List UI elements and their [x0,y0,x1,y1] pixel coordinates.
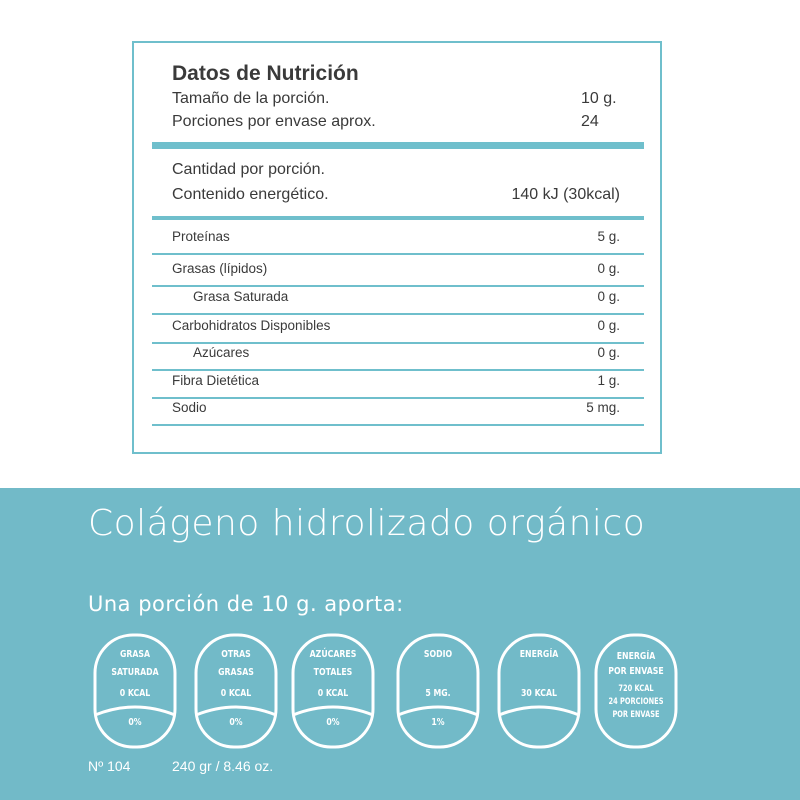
nutrient-value: 0 g. [597,318,620,333]
badge-percent: 1% [431,717,445,728]
badge-line5: POR ENVASE [612,710,660,720]
badge-percent: 0% [229,717,243,728]
nutrient-label: Grasas (lípidos) [172,261,268,276]
badge-value: 0 KCAL [220,688,252,699]
badge-value: 0 KCAL [119,688,151,699]
energy-label: Contenido energético. [172,186,329,203]
badge-line2: SATURADA [111,667,159,678]
nutrient-label: Carbohidratos Disponibles [172,318,331,333]
row-divider [152,369,644,371]
nutrient-label: Fibra Dietética [172,373,260,388]
nutrient-badge [594,633,678,749]
nutrient-value: 0 g. [597,345,620,360]
badge-line1: ENERGÍA [519,649,559,660]
badge-line3: 720 KCAL [618,684,654,694]
serving-value: 10 g. [581,90,617,107]
serving-label: Tamaño de la porción. [172,90,330,107]
badge-value: 30 KCAL [520,688,558,699]
badge-line1: OTRAS [221,649,251,660]
row-divider [152,342,644,344]
badge-value: 0 KCAL [317,688,349,699]
divider-medium [152,216,644,220]
nutrient-badge [93,633,177,749]
nutrient-badge [291,633,375,749]
badge-line1: AZÚCARES [309,649,357,660]
product-weight: 240 gr / 8.46 oz. [172,758,274,774]
badge-line4: 24 PORCIONES [608,697,664,707]
row-divider [152,424,644,426]
row-divider [152,313,644,315]
divider-thick [152,142,644,149]
badge-percent: 0% [128,717,142,728]
portions-label: Porciones por envase aprox. [172,113,376,130]
nutrient-badge [497,633,581,749]
amount-label: Cantidad por porción. [172,161,325,178]
row-divider [152,285,644,287]
nutrient-label: Proteínas [172,229,230,244]
energy-value: 140 kJ (30kcal) [511,186,620,203]
nutrient-value: 5 mg. [586,400,620,415]
badge-line1: ENERGÍA [616,651,656,662]
nutrient-value: 5 g. [597,229,620,244]
nutrient-value: 1 g. [597,373,620,388]
panel-title: Datos de Nutrición [172,62,359,85]
badge-percent: 0% [326,717,340,728]
nutrient-badge [396,633,480,749]
badge-line1: SODIO [423,649,453,660]
portions-value: 24 [581,113,599,130]
badge-value: 5 MG. [425,688,451,699]
nutrient-label: Grasa Saturada [193,289,289,304]
row-divider [152,253,644,255]
row-divider [152,397,644,399]
product-code: Nº 104 [88,758,131,774]
badge-line2: POR ENVASE [608,666,664,677]
nutrient-value: 0 g. [597,289,620,304]
nutrient-label: Azúcares [193,345,250,360]
badge-line2: TOTALES [313,667,353,678]
badge-line2: GRASAS [218,667,254,678]
badge-line1: GRASA [119,649,151,660]
nutrient-value: 0 g. [597,261,620,276]
product-subtitle: Una porción de 10 g. aporta: [88,592,404,616]
product-title: Colágeno hidrolizado orgánico [88,503,646,544]
nutrient-label: Sodio [172,400,207,415]
nutrient-badge [194,633,278,749]
